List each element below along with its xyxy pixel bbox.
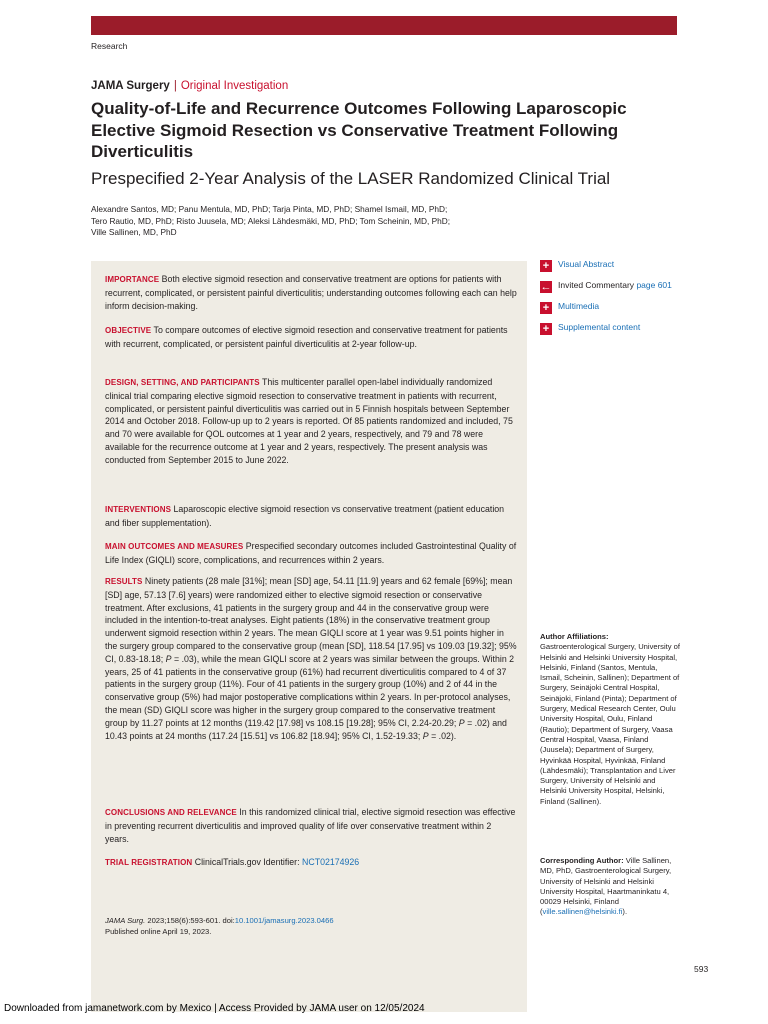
journal-name: JAMA Surgery <box>91 80 170 92</box>
abstract-heading: IMPORTANCE <box>105 275 160 284</box>
abstract-heading: DESIGN, SETTING, AND PARTICIPANTS <box>105 378 260 387</box>
abstract-interventions <box>105 503 517 530</box>
abstract-design <box>105 376 517 467</box>
abstract-results <box>105 575 517 742</box>
abstract-heading: CONCLUSIONS AND RELEVANCE <box>105 808 237 817</box>
plus-icon: + <box>540 302 552 314</box>
corresponding-author-text: Ville Sallinen, MD, PhD, Gastroenterological Surgery, University of Helsinki and Helsinki University Hospital, Haartmaninkatu 4, 00029 Helsinki, Finland ( <box>540 856 672 917</box>
download-notice: Downloaded from jamanetwork.com by Mexico | Access Provided by JAMA user on 12/05/2024 <box>4 1003 425 1014</box>
published-date: Published online April 19, 2023. <box>105 926 212 936</box>
journal-line <box>91 80 288 92</box>
author-affiliations <box>540 632 680 807</box>
abstract-text: ClinicalTrials.gov Identifier: <box>194 857 300 867</box>
abstract-text: = .02) and 10.43 points at 24 months (117.24 [15.51] vs 106.82 [18.94]; 95% CI, 1.52-19.33; <box>105 717 507 741</box>
article-title: Quality-of-Life and Recurrence Outcomes Following Laparoscopic Elective Sigmoid Resection vs Conservative Treatment Following Diverticulitis <box>91 99 627 161</box>
author-list <box>91 204 491 239</box>
link-label: Multimedia <box>558 301 600 311</box>
affiliations-text: Gastroenterological Surgery, University of Helsinki and Helsinki University Hospital, Helsinki, Finland (Santos, Mentula, Ismail, Scheinin, Sallinen); Department of Surgery, Seinäjoki Central Hospital, Seinäjoki, Finland (Pinta); Department of Surgery, Medical Research Center, Oulu University Hospital, Oulu, Finland (Rautio); Department of Surgery, Vaasa Central Hospital, Vaasa, Finland (Juusela); Department of Surgery, Hyvinkää Hospital, Hyvinkää, Finland (Lähdesmäki); Transplantation and Liver Surgery, University of Helsinki and Helsinki University Hospital, Helsinki, Finland (Sallinen). <box>540 642 680 806</box>
abstract-text: Both elective sigmoid resection and conservative treatment are options for patients with recurrent, complicated, or persistent painful diverticulitis; understanding outcomes following each can help inform decision-making. <box>105 274 517 311</box>
abstract-text: Laparoscopic elective sigmoid resection vs conservative treatment (patient education and fiber supplementation). <box>105 504 505 528</box>
corresponding-author <box>540 856 680 918</box>
arrow-left-icon: ← <box>540 281 552 293</box>
p-value-label: P <box>165 653 172 664</box>
invited-commentary-link[interactable] <box>540 279 720 300</box>
abstract-heading: INTERVENTIONS <box>105 505 172 514</box>
visual-abstract-link[interactable] <box>540 258 720 279</box>
link-label: Invited Commentary <box>558 280 635 290</box>
multimedia-link[interactable] <box>540 300 720 321</box>
p-value-label: P <box>458 717 465 728</box>
abstract-outcomes <box>105 540 517 567</box>
journal-header-bar <box>91 16 677 35</box>
abstract-box <box>91 261 527 1012</box>
link-label: Visual Abstract <box>558 259 615 269</box>
citation-journal: JAMA Surg. <box>105 916 146 925</box>
abstract-text: Ninety patients (28 male [31%]; mean [SD] age, 54.11 [11.9] years and 62 female [69%]; mean [SD] age, 57.13 [7.6] years) were randomized either to elective sigmoid resection or conservative treatment. After exclusions, 41 patients in the surgery group and 44 in the conservative group were included in the intention-to-treat analyses. Eight patients (18%) in the conservative treatment group underwent sigmoid resection within 2 years. The mean GIQLI score at 1 year was 9.51 points higher in the surgery group compared to the conservative group (mean [SD], 118.54 [17.95] vs 109.03 [19.32]; 95% CI, 0.83-18.18; <box>105 576 517 664</box>
trial-registration-link[interactable]: NCT02174926 <box>301 857 360 867</box>
abstract-text: In this randomized clinical trial, elective sigmoid resection was effective in preventing recurrent diverticulitis and improved quality of life over conservative treatment within 2 years. <box>105 807 516 844</box>
abstract-text: = .02). <box>431 730 457 741</box>
abstract-heading: OBJECTIVE <box>105 326 152 335</box>
abstract-text: Prespecified secondary outcomes included Gastrointestinal Quality of Life Index (GIQLI) score, complications, and recurrences within 2 years. <box>105 541 517 565</box>
link-label: Supplemental content <box>558 322 641 332</box>
abstract-registration <box>105 856 517 870</box>
related-links <box>540 258 720 342</box>
abstract-importance <box>105 273 517 312</box>
corresponding-author-end: ). <box>622 907 628 917</box>
abstract-heading: TRIAL REGISTRATION <box>105 858 193 867</box>
abstract-text: To compare outcomes of elective sigmoid resection and conservative treatment for patients with recurrent, complicated, or persistent painful diverticulitis at 2-year follow-up. <box>105 325 508 349</box>
citation <box>105 916 517 937</box>
citation-details: 2023;158(6):593-601. doi: <box>147 916 235 925</box>
p-value-label: P <box>422 730 429 741</box>
article-subtitle: Prespecified 2-Year Analysis of the LASER Randomized Clinical Trial <box>91 169 611 188</box>
affiliations-heading: Author Affiliations: <box>540 632 609 641</box>
author-line: Ville Sallinen, MD, PhD <box>91 227 177 237</box>
abstract-text: This multicenter parallel open-label individually randomized clinical trial comparing elective sigmoid resection to conservative treatment in patients with recurrent, complicated, or persistent painful diverticulitis was carried out in 5 Finnish hospitals between September 2014 and October 2018. Follow-up up to 2 years is reported. Of 85 patients randomized and included, 75 and 70 were available for QOL outcomes at 1 year and 2 years, respectively, and 79 and 78 were available for the recurrence outcome at 1 year and 2 years, respectively. The present analysis was conducted from September 2015 to June 2022. <box>105 377 513 465</box>
abstract-objective <box>105 324 517 351</box>
plus-icon: + <box>540 323 552 335</box>
section-label: Research <box>91 41 128 51</box>
abstract-conclusions <box>105 806 517 845</box>
author-line: Alexandre Santos, MD; Panu Mentula, MD, PhD; Tarja Pinta, MD, PhD; Shamel Ismail, MD, PhD; <box>91 204 448 214</box>
doi-link[interactable]: 10.1001/jamasurg.2023.0466 <box>234 916 334 925</box>
citation-line <box>105 916 517 927</box>
article-type: Original Investigation <box>180 80 289 92</box>
abstract-text: = .03), while the mean GIQLI score at 2 years was similar between the groups. Within 2 years, 25 of 41 patients in the conservative group (61%) had recurrent diverticulitis compared to 4 of 37 patients in the surgery group (11%). Four of 41 patients in the surgery group (10%) and 2 of 44 in the conservative group (5%) had major postoperative complications within 2 years. In per-protocol analyses, the mean (SD) GIQLI score was higher in the surgery group compared to the conservative treatment group by 11.27 points at 12 months (119.42 [17.98] vs 108.15 [19.28]; 95% CI, 2.24-20.29; <box>105 653 515 728</box>
plus-icon: + <box>540 260 552 272</box>
journal-separator: | <box>173 80 177 92</box>
page-reference: page 601 <box>636 280 672 290</box>
page-number: 593 <box>694 964 709 974</box>
corresponding-author-heading: Corresponding Author: <box>540 856 624 865</box>
author-line: Tero Rautio, MD, PhD; Risto Juusela, MD; Aleksi Lähdesmäki, MD, PhD; Tom Scheinin, MD, PhD; <box>91 215 451 226</box>
supplemental-content-link[interactable] <box>540 321 720 342</box>
abstract-heading: RESULTS <box>105 577 143 586</box>
abstract-heading: MAIN OUTCOMES AND MEASURES <box>105 542 244 551</box>
email-link[interactable]: ville.sallinen@helsinki.fi <box>542 907 623 917</box>
